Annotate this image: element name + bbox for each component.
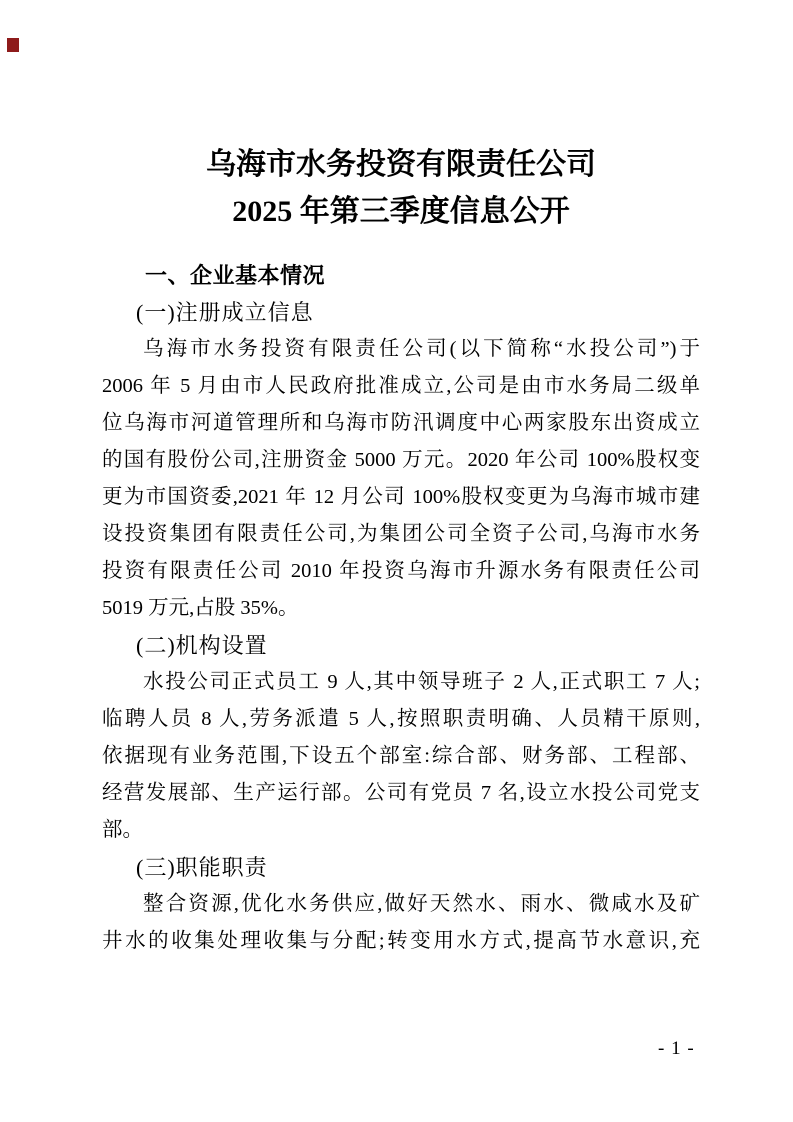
body-line: 临聘人员 8 人,劳务派遣 5 人,按照职责明确、人员精干原则, [102, 708, 700, 730]
body-line: 2006 年 5 月由市人民政府批准成立,公司是由市水务局二级单 [102, 375, 700, 397]
title-block [102, 0, 700, 235]
body-line: 位乌海市河道管理所和乌海市防汛调度中心两家股东出资成立 [102, 412, 700, 434]
body-line: 经营发展部、生产运行部。公司有党员 7 名,设立水投公司党支 [102, 782, 700, 804]
body-line: 乌海市水务投资有限责任公司(以下简称“水投公司”)于 [143, 338, 700, 360]
body-line: 依据现有业务范围,下设五个部室:综合部、财务部、工程部、 [102, 745, 700, 767]
body-line: 的国有股份公司,注册资金 5000 万元。2020 年公司 100%股权变 [102, 449, 700, 471]
body-line: 井水的收集处理收集与分配;转变用水方式,提高节水意识,充 [102, 930, 700, 952]
document-title-line-1: 乌海市水务投资有限责任公司 [206, 148, 596, 181]
section-heading: 一、企业基本情况 [145, 263, 326, 288]
body-line: 投资有限责任公司 2010 年投资乌海市升源水务有限责任公司 [102, 560, 700, 582]
page-number: - 1 - [658, 1038, 695, 1059]
sub-heading-line: (三)职能职责 [136, 855, 268, 880]
body-line: 5019 万元,占股 35%。 [102, 597, 299, 619]
sub-heading-line: (一)注册成立信息 [136, 300, 314, 325]
sub-heading-line: (二)机构设置 [136, 633, 268, 658]
document-content [102, 0, 700, 960]
body-line: 水投公司正式员工 9 人,其中领导班子 2 人,正式职工 7 人; [143, 671, 700, 693]
body-line: 部。 [102, 819, 143, 841]
body-line: 设投资集团有限责任公司,为集团公司全资子公司,乌海市水务 [102, 523, 700, 545]
document-title-line-2: 2025 年第三季度信息公开 [232, 195, 570, 228]
body-line: 整合资源,优化水务供应,做好天然水、雨水、微咸水及矿 [143, 893, 700, 915]
red-stamp-mark [7, 38, 19, 52]
body-line: 更为市国资委,2021 年 12 月公司 100%股权变更为乌海市城市建 [102, 486, 700, 508]
